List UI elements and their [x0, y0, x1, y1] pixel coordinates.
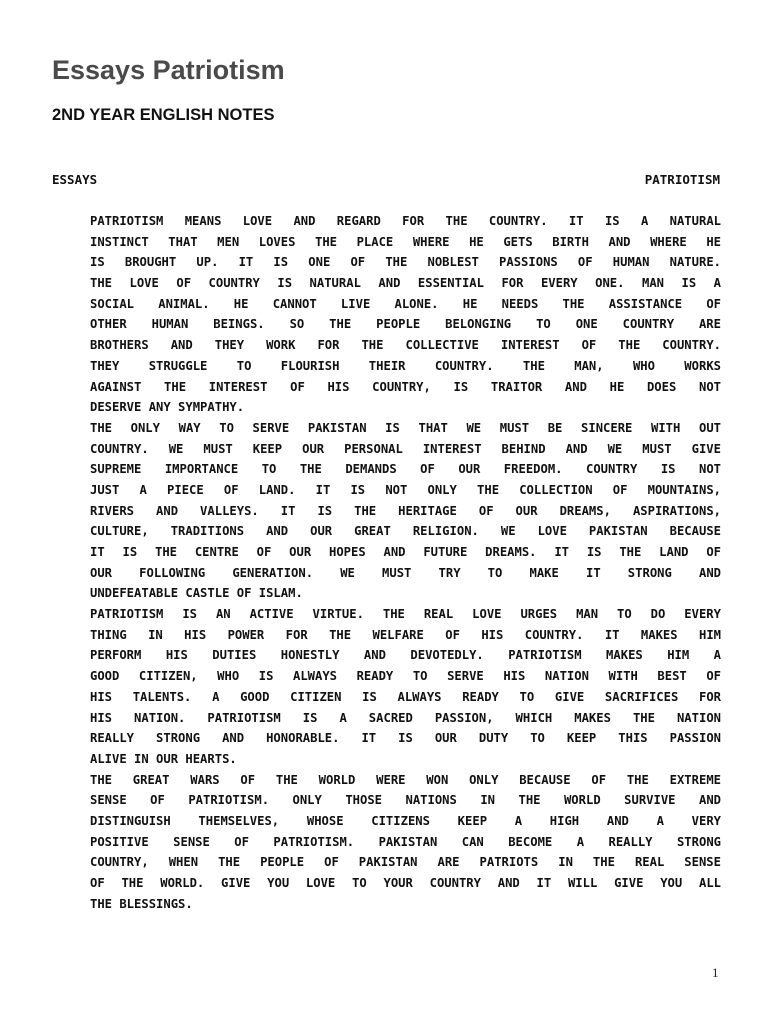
- essay-line: PERFORM HIS DUTIES HONESTLY AND DEVOTEDLY. PATRIOTISM MAKES HIM A: [90, 648, 721, 663]
- document-subtitle: 2ND YEAR ENGLISH NOTES: [52, 106, 275, 124]
- essay-line: OTHER HUMAN BEINGS. SO THE PEOPLE BELONGING TO ONE COUNTRY ARE: [90, 317, 721, 332]
- essay-heading-right: PATRIOTISM: [644, 172, 720, 187]
- essay-line: THE BLESSINGS.: [90, 896, 193, 911]
- essay-line: RIVERS AND VALLEYS. IT IS THE HERITAGE OF OUR DREAMS, ASPIRATIONS,: [90, 503, 721, 518]
- essay-line: HIS TALENTS. A GOOD CITIZEN IS ALWAYS READY TO GIVE SACRIFICES FOR: [90, 689, 721, 704]
- essay-line: THE GREAT WARS OF THE WORLD WERE WON ONLY BECAUSE OF THE EXTREME: [90, 772, 721, 787]
- document-title: Essays Patriotism: [52, 55, 285, 85]
- essay-line: AGAINST THE INTEREST OF HIS COUNTRY, IS TRAITOR AND HE DOES NOT: [90, 379, 721, 394]
- essay-line: THE ONLY WAY TO SERVE PAKISTAN IS THAT WE MUST BE SINCERE WITH OUT: [90, 420, 721, 435]
- essay-line: THING IN HIS POWER FOR THE WELFARE OF HIS COUNTRY. IT MAKES HIM: [90, 627, 721, 642]
- essay-line: SENSE OF PATRIOTISM. ONLY THOSE NATIONS IN THE WORLD SURVIVE AND: [90, 793, 721, 808]
- essay-line: JUST A PIECE OF LAND. IT IS NOT ONLY THE COLLECTION OF MOUNTAINS,: [90, 482, 721, 497]
- essay-line: PATRIOTISM IS AN ACTIVE VIRTUE. THE REAL LOVE URGES MAN TO DO EVERY: [90, 607, 721, 622]
- essay-body: [90, 211, 721, 914]
- essay-heading-row: [52, 172, 720, 187]
- essay-line: DISTINGUISH THEMSELVES, WHOSE CITIZENS KEEP A HIGH AND A VERY: [90, 813, 721, 828]
- essay-line: PATRIOTISM MEANS LOVE AND REGARD FOR THE COUNTRY. IT IS A NATURAL: [90, 214, 721, 228]
- essay-line: REALLY STRONG AND HONORABLE. IT IS OUR DUTY TO KEEP THIS PASSION: [90, 731, 721, 746]
- essay-line: COUNTRY. WE MUST KEEP OUR PERSONAL INTEREST BEHIND AND WE MUST GIVE: [90, 441, 721, 456]
- essay-line: DESERVE ANY SYMPATHY.: [90, 400, 245, 415]
- essay-line: GOOD CITIZEN, WHO IS ALWAYS READY TO SERVE HIS NATION WITH BEST OF: [90, 669, 721, 684]
- essay-line: THEY STRUGGLE TO FLOURISH THEIR COUNTRY. THE MAN, WHO WORKS: [90, 358, 721, 373]
- essay-line: BROTHERS AND THEY WORK FOR THE COLLECTIVE INTEREST OF THE COUNTRY.: [90, 338, 721, 353]
- essay-line: THE LOVE OF COUNTRY IS NATURAL AND ESSENTIAL FOR EVERY ONE. MAN IS A: [90, 276, 721, 291]
- essay-line: SUPREME IMPORTANCE TO THE DEMANDS OF OUR FREEDOM. COUNTRY IS NOT: [90, 462, 721, 477]
- essay-line: IT IS THE CENTRE OF OUR HOPES AND FUTURE DREAMS. IT IS THE LAND OF: [90, 545, 721, 559]
- essay-line: UNDEFEATABLE CASTLE OF ISLAM.: [90, 586, 303, 601]
- essay-line: OUR FOLLOWING GENERATION. WE MUST TRY TO MAKE IT STRONG AND: [90, 565, 721, 580]
- essay-line: OF THE WORLD. GIVE YOU LOVE TO YOUR COUNTRY AND IT WILL GIVE YOU ALL: [90, 876, 721, 890]
- essay-line: COUNTRY, WHEN THE PEOPLE OF PAKISTAN ARE PATRIOTS IN THE REAL SENSE: [90, 855, 721, 870]
- essay-line: HIS NATION. PATRIOTISM IS A SACRED PASSION, WHICH MAKES THE NATION: [90, 710, 721, 725]
- page-number: 1: [712, 965, 719, 980]
- essay-line: POSITIVE SENSE OF PATRIOTISM. PAKISTAN CAN BECOME A REALLY STRONG: [90, 834, 721, 849]
- essay-line: ALIVE IN OUR HEARTS.: [90, 751, 237, 766]
- essay-line: CULTURE, TRADITIONS AND OUR GREAT RELIGION. WE LOVE PAKISTAN BECAUSE: [90, 524, 721, 539]
- essay-heading-left: ESSAYS: [52, 172, 98, 187]
- essay-line: INSTINCT THAT MEN LOVES THE PLACE WHERE HE GETS BIRTH AND WHERE HE: [90, 234, 721, 249]
- essay-line: SOCIAL ANIMAL. HE CANNOT LIVE ALONE. HE NEEDS THE ASSISTANCE OF: [90, 296, 721, 311]
- essay-line: IS BROUGHT UP. IT IS ONE OF THE NOBLEST PASSIONS OF HUMAN NATURE.: [90, 255, 721, 270]
